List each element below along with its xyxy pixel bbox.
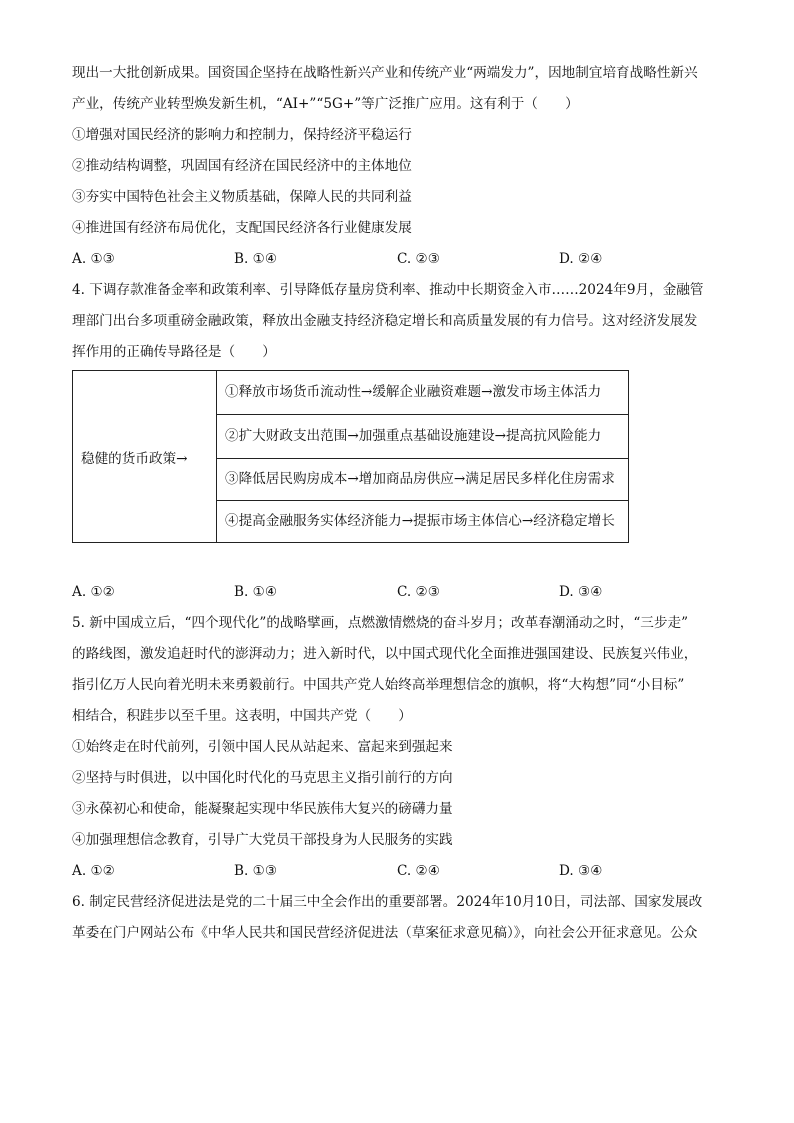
option-statement: ④推进国有经济布局优化，支配国民经济各行业健康发展 <box>72 220 412 236</box>
path-option-cell: ①释放市场货币流动性→缓解企业融资难题→激发市场主体活力 <box>217 371 629 415</box>
question-stem-line: 4. 下调存款准备金率和政策利率、引导降低存量房贷利率、推动中长期资金入市……2024年9月，金融管 <box>72 282 704 298</box>
option-statement: ③夯实中国特色社会主义物质基础，保障人民的共同利益 <box>72 189 412 205</box>
choice-d: D. ③④ <box>559 863 603 879</box>
question-stem-line: 相结合，积跬步以至千里。这表明，中国共产党（ ） <box>72 708 412 724</box>
answer-choices <box>72 577 732 608</box>
question-stem-line: 指引亿万人民向着光明未来勇毅前行。中国共产党人始终高举理想信念的旗帜，将“大构想”同“小目标” <box>72 677 685 693</box>
answer-choices <box>72 856 732 887</box>
choice-b: B. ①④ <box>234 584 278 600</box>
question-stem-line: 的路线图，激发追赶时代的澎湃动力；进入新时代，以中国式现代化全面推进强国建设、民族复兴伟业， <box>72 646 698 662</box>
option-statement: ④加强理想信念教育，引导广大党员干部投身为人民服务的实践 <box>72 832 453 848</box>
question-6 <box>72 887 732 949</box>
option-statement: ①增强对国民经济的影响力和控制力，保持经济平稳运行 <box>72 127 412 143</box>
question-stem-line: 革委在门户网站公布《中华人民共和国民营经济促进法（草案征求意见稿）》，向社会公开征求意见。公众 <box>72 925 698 941</box>
question-stem-line: 6. 制定民营经济促进法是党的二十届三中全会作出的重要部署。2024年10月10日，司法部、国家发展改 <box>72 894 703 910</box>
choice-a: A. ①② <box>72 863 115 879</box>
question-stem-line: 理部门出台多项重磅金融政策，释放出金融支持经济稳定增长和高质量发展的有力信号。这对经济发展发 <box>72 313 698 329</box>
choice-c: C. ②③ <box>397 584 440 600</box>
question-4 <box>72 275 732 608</box>
table-row <box>73 371 629 415</box>
path-option-cell: ③降低居民购房成本→增加商品房供应→满足居民多样化住房需求 <box>217 459 629 501</box>
exam-page <box>72 58 732 949</box>
choice-a: A. ①② <box>72 584 115 600</box>
choice-b: B. ①④ <box>234 251 278 267</box>
option-statement: ③永葆初心和使命，能凝聚起实现中华民族伟大复兴的磅礴力量 <box>72 801 453 817</box>
choice-d: D. ③④ <box>559 584 603 600</box>
question-stem-line: 5. 新中国成立后，“四个现代化”的战略擘画，点燃激情燃烧的奋斗岁月；改革春潮涌动之时，“三步走” <box>72 615 689 631</box>
path-option-cell: ④提高金融服务实体经济能力→提振市场主体信心→经济稳定增长 <box>217 501 629 543</box>
option-statement: ①始终走在时代前列，引领中国人民从站起来、富起来到强起来 <box>72 739 453 755</box>
choice-b: B. ①③ <box>234 863 278 879</box>
choice-c: C. ②③ <box>397 251 440 267</box>
answer-choices <box>72 244 732 275</box>
question-stem-line: 产业，传统产业转型焕发新生机，“AI+”“5G+”等广泛推广应用。这有利于（ ） <box>72 96 579 112</box>
question-5 <box>72 608 732 887</box>
option-statement: ②坚持与时俱进，以中国化时代化的马克思主义指引前行的方向 <box>72 770 453 786</box>
option-statement: ②推动结构调整，巩固国有经济在国民经济中的主体地位 <box>72 158 412 174</box>
question-stem-line: 挥作用的正确传导路径是（ ） <box>72 344 276 360</box>
path-option-cell: ②扩大财政支出范围→加强重点基础设施建设→提高抗风险能力 <box>217 415 629 459</box>
transmission-path-table <box>72 370 629 543</box>
choice-d: D. ②④ <box>559 251 603 267</box>
question-stem-line: 现出一大批创新成果。国资国企坚持在战略性新兴产业和传统产业“两端发力”，因地制宜培育战略性新兴 <box>72 65 698 81</box>
policy-cell: 稳健的货币政策→ <box>73 371 217 543</box>
choice-c: C. ②④ <box>397 863 440 879</box>
choice-a: A. ①③ <box>72 251 115 267</box>
question-3 <box>72 58 732 275</box>
